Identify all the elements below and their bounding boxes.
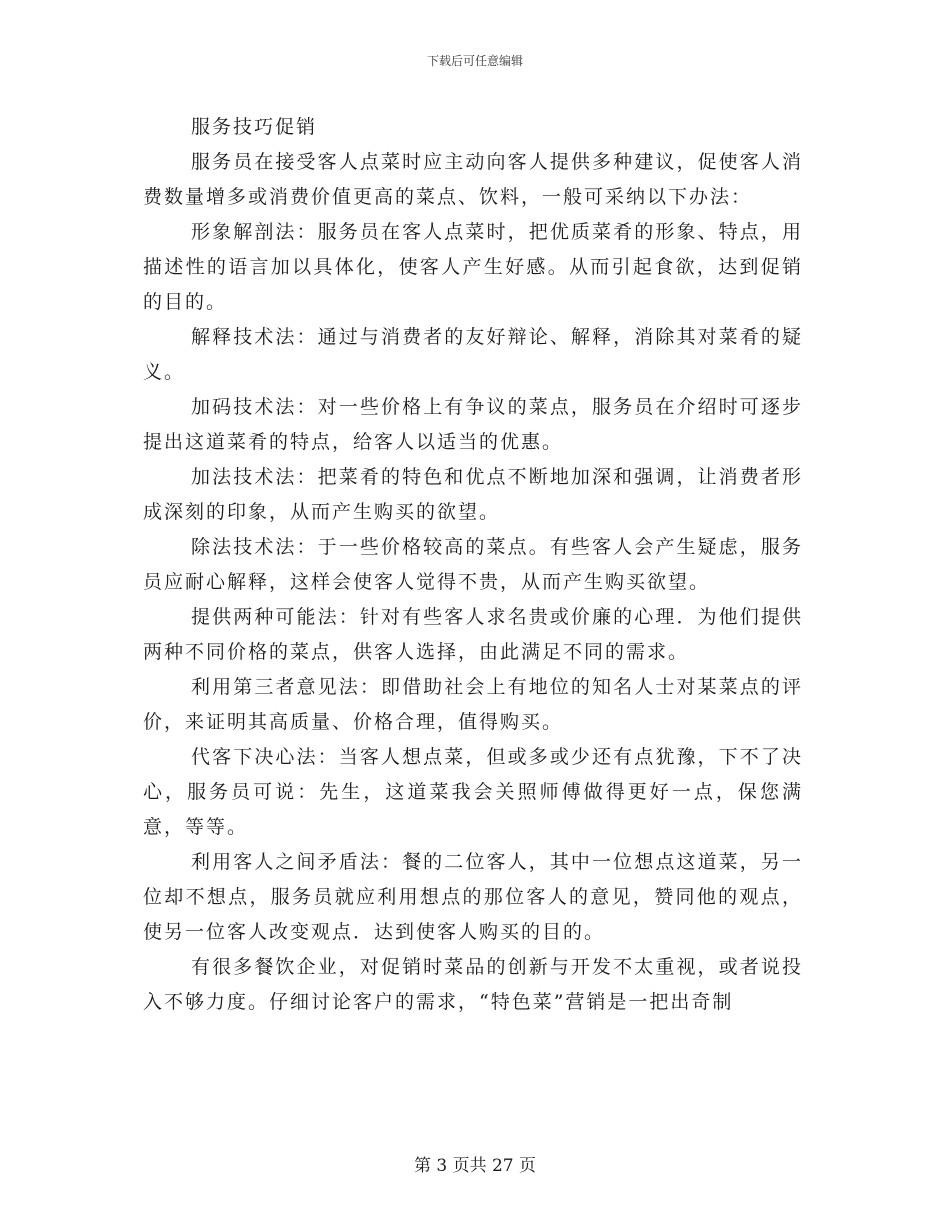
paragraph: 解释技术法：通过与消费者的友好辩论、解释，消除其对菜肴的疑义。	[143, 326, 803, 383]
document-body	[143, 110, 803, 1020]
paragraph: 利用客人之间矛盾法：餐的二位客人，其中一位想点这道菜，另一位却不想点，服务员就应利用想点的那位客人的意见，赞同他的观点，使另一位客人改变观点．达到使客人购买的目的。	[143, 851, 803, 943]
paragraph: 加法技术法：把菜肴的特色和优点不断地加深和强调，让消费者形成深刻的印象，从而产生购买的欲望。	[143, 466, 803, 523]
paragraph: 利用第三者意见法：即借助社会上有地位的知名人士对某菜点的评价，来证明其高质量、价格合理，值得购买。	[143, 676, 803, 733]
paragraph: 除法技术法：于一些价格较高的菜点。有些客人会产生疑虑，服务员应耐心解释，这样会使客人觉得不贵，从而产生购买欲望。	[143, 536, 803, 593]
page-header-note: 下载后可任意编辑	[426, 54, 523, 68]
paragraph: 形象解剖法：服务员在客人点菜时，把优质菜肴的形象、特点，用描述性的语言加以具体化，使客人产生好感。从而引起食欲，达到促销的目的。	[143, 221, 803, 313]
paragraph: 提供两种可能法：针对有些客人求名贵或价廉的心理．为他们提供两种不同价格的菜点，供客人选择，由此满足不同的需求。	[143, 606, 803, 663]
paragraph: 代客下决心法：当客人想点菜，但或多或少还有点犹豫，下不了决心，服务员可说：先生，这道菜我会关照师傅做得更好一点，保您满意，等等。	[143, 746, 803, 838]
section-heading: 服务技巧促销	[191, 116, 318, 138]
paragraph: 加码技术法：对一些价格上有争议的菜点，服务员在介绍时可逐步提出这道菜肴的特点，给客人以适当的优惠。	[143, 396, 803, 453]
paragraph: 有很多餐饮企业，对促销时菜品的创新与开发不太重视，或者说投入不够力度。仔细讨论客户的需求，“特色菜”营销是一把出奇制	[143, 956, 803, 1013]
page-number-footer: 第 3 页共 27 页	[413, 1156, 537, 1176]
paragraph: 服务员在接受客人点菜时应主动向客人提供多种建议，促使客人消费数量增多或消费价值更高的菜点、饮料，一般可采纳以下办法：	[143, 151, 803, 208]
